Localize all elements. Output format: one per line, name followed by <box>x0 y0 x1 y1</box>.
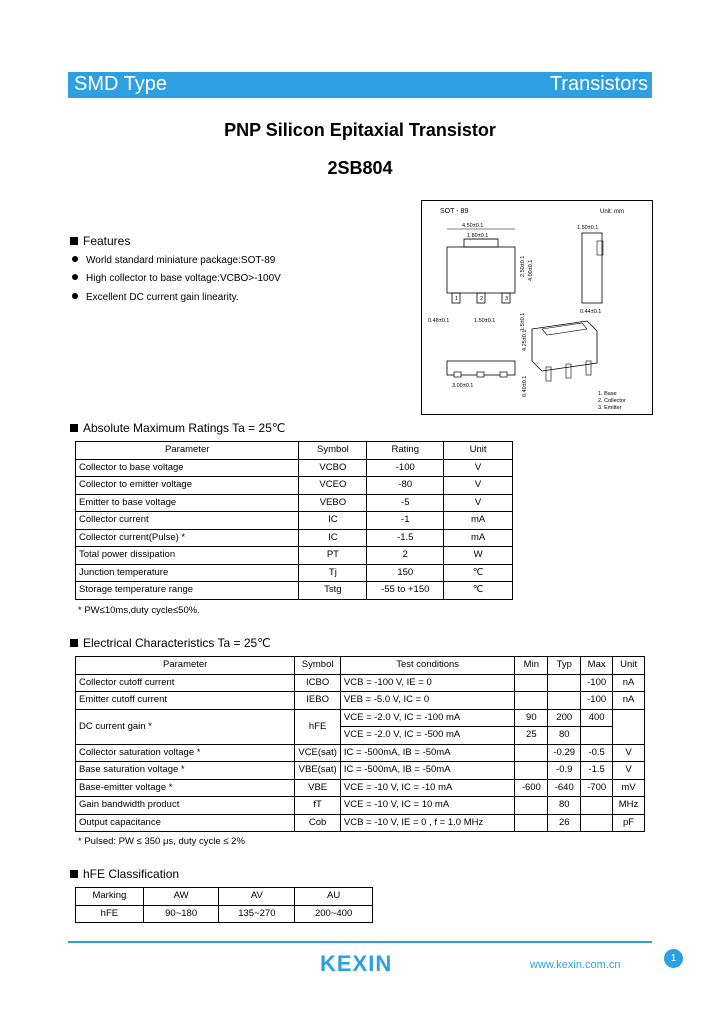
table-row: Total power dissipation PT 2 W <box>76 547 513 565</box>
svg-text:4.25±0.1: 4.25±0.1 <box>522 329 528 351</box>
table-row: Base-emitter voltage * VBE VCE = -10 V, IC = -10 mA -600 -640 -700 mV <box>76 779 645 797</box>
feature-item: World standard miniature package:SOT-89 <box>72 255 275 266</box>
svg-text:1.80±0.1: 1.80±0.1 <box>467 233 489 239</box>
table-row: Base saturation voltage * VBE(sat) IC = -500mA, IB = -50mA -0.9 -1.5 V <box>76 762 645 780</box>
svg-text:2. Collector: 2. Collector <box>598 398 626 404</box>
package-unit: Unit: mm <box>600 209 624 215</box>
svg-text:4.50±0.1: 4.50±0.1 <box>462 223 484 229</box>
table-row: Emitter cutoff current IEBO VEB = -5.0 V, IC = 0 -100 nA <box>76 692 645 710</box>
sot89-outline-drawing <box>422 201 652 414</box>
package-name: SOT - 89 <box>440 208 469 215</box>
header-left: SMD Type <box>74 73 167 95</box>
table-row: Collector saturation voltage * VCE(sat) IC = -500mA, IB = -50mA -0.29 -0.5 V <box>76 744 645 762</box>
table-row: hFE 90~180 135~270 200~400 <box>76 905 373 923</box>
svg-text:1.50±0.1: 1.50±0.1 <box>577 225 599 231</box>
elec-heading: Electrical Characteristics Ta = 25℃ <box>70 636 271 650</box>
page-number-badge: 1 <box>664 949 683 968</box>
table-row: Collector cutoff current ICBO VCB = -100 V, IE = 0 -100 nA <box>76 674 645 692</box>
svg-text:0.44±0.1: 0.44±0.1 <box>580 309 602 315</box>
abs-max-table <box>75 441 513 600</box>
header-right: Transistors <box>549 73 648 95</box>
header-banner <box>68 72 652 98</box>
table-row: Junction temperature Tj 150 ℃ <box>76 564 513 582</box>
footer-url[interactable]: www.kexin.com.cn <box>530 959 621 971</box>
svg-text:2.50±0.1: 2.50±0.1 <box>520 255 526 277</box>
hfe-table <box>75 887 373 923</box>
features-heading: Features <box>70 234 130 248</box>
table-row: Collector current(Pulse) * IC -1.5 mA <box>76 529 513 547</box>
feature-item: High collector to base voltage:VCBO>-100V <box>72 273 281 284</box>
table-row: Gain bandwidth product fT VCE = -10 V, IC = 10 mA 80 MHz <box>76 797 645 815</box>
table-row: Collector to base voltage VCBO -100 V <box>76 459 513 477</box>
feature-item: Excellent DC current gain linearity. <box>72 292 239 303</box>
elec-table <box>75 656 645 832</box>
abs-max-heading: Absolute Maximum Ratings Ta = 25℃ <box>70 421 285 435</box>
table-row: Output capacitance Cob VCB = -10 V, IE = 0 , f = 1.0 MHz 26 pF <box>76 814 645 832</box>
bullet-icon <box>72 293 78 299</box>
table-row: Emitter to base voltage VEBO -5 V <box>76 494 513 512</box>
bullet-icon <box>72 256 78 262</box>
svg-text:1.5±0.1: 1.5±0.1 <box>520 312 526 331</box>
svg-text:0.40±0.1: 0.40±0.1 <box>522 375 528 397</box>
square-bullet-icon <box>70 424 78 432</box>
svg-text:1.50±0.1: 1.50±0.1 <box>474 318 496 324</box>
abs-max-note: * PW≤10ms,duty cycle≤50%. <box>78 605 200 616</box>
table-row: Storage temperature range Tstg -55 to +150 ℃ <box>76 582 513 600</box>
square-bullet-icon <box>70 639 78 647</box>
pin-2-label: 2 <box>480 296 484 302</box>
part-number: 2SB804 <box>327 158 393 178</box>
table-row: Collector current IC -1 mA <box>76 512 513 530</box>
table-row: Collector to emitter voltage VCEO -80 V <box>76 477 513 495</box>
kexin-logo: KEXIN <box>320 951 393 976</box>
elec-note: * Pulsed: PW ≤ 350 μs, duty cycle ≤ 2% <box>78 836 245 847</box>
svg-text:3.00±0.1: 3.00±0.1 <box>452 383 474 389</box>
bullet-icon <box>72 274 78 280</box>
table-row: DC current gain * hFE VCE = -2.0 V, IC = -100 mA 90 200 400 <box>76 709 645 727</box>
pin-1-label: 1 <box>455 296 459 302</box>
table-header-row: Parameter Symbol Rating Unit <box>76 442 513 460</box>
hfe-heading: hFE Classification <box>70 867 179 881</box>
svg-text:0.48±0.1: 0.48±0.1 <box>428 318 450 324</box>
page-title: PNP Silicon Epitaxial Transistor <box>224 120 496 140</box>
table-row: Marking AW AV AU <box>76 888 373 906</box>
package-drawing <box>421 200 653 415</box>
svg-text:1. Base: 1. Base <box>598 391 617 397</box>
square-bullet-icon <box>70 870 78 878</box>
svg-text:4.00±0.1: 4.00±0.1 <box>528 259 534 281</box>
table-row: VCE = -2.0 V, IC = -500 mA 25 80 <box>76 727 645 745</box>
table-header-row: Parameter Symbol Test conditions Min Typ Max Unit <box>76 657 645 675</box>
footer-rule <box>68 941 652 943</box>
pin-3-label: 3 <box>505 296 509 302</box>
square-bullet-icon <box>70 237 78 245</box>
svg-text:3. Emitter: 3. Emitter <box>598 405 622 411</box>
